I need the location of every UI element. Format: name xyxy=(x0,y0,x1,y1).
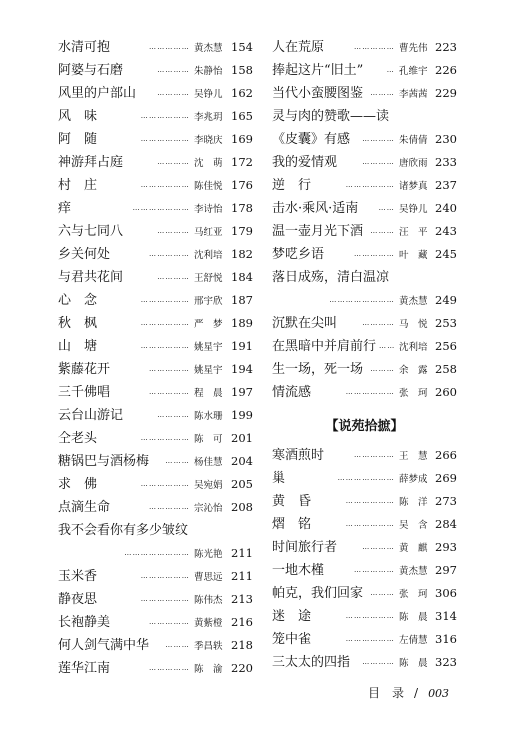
toc-entry xyxy=(272,174,457,197)
entry-title: 沉默在尖叫 xyxy=(272,316,338,331)
toc-left-column xyxy=(58,36,253,680)
entry-title: 阿婆与石磨 xyxy=(58,63,124,78)
toc-entry xyxy=(272,490,457,513)
toc-entry xyxy=(272,197,457,220)
entry-title: 风里的户部山 xyxy=(58,86,137,101)
toc-right-column xyxy=(272,36,457,674)
entry-page-number: 162 xyxy=(231,86,253,100)
entry-page-number: 178 xyxy=(231,201,253,215)
entry-page-number: 323 xyxy=(435,655,457,669)
entry-title: 云台山游记 xyxy=(58,408,124,423)
entry-title: 时间旅行者 xyxy=(272,540,338,555)
entry-title: 逆 行 xyxy=(272,178,312,193)
toc-entry xyxy=(58,381,253,404)
entry-title: 玉米香 xyxy=(58,569,98,584)
entry-author: 黄紫橙 xyxy=(194,618,223,629)
entry-leader-dots: …………… xyxy=(354,451,395,459)
entry-page-number: 284 xyxy=(435,517,457,531)
entry-title: 人在荒原 xyxy=(272,40,325,55)
entry-leader-dots: ………… xyxy=(362,135,395,143)
entry-leader-dots: ………………… xyxy=(337,474,395,482)
entry-leader-dots: ……………… xyxy=(140,181,190,189)
entry-title: 村 庄 xyxy=(58,178,98,193)
entry-author: 吴铮儿 xyxy=(399,204,428,215)
entry-page-number: 220 xyxy=(231,661,253,675)
entry-leader-dots: ……………… xyxy=(345,612,395,620)
entry-title: 梦呓乡语 xyxy=(272,247,325,262)
entry-author: 黄杰慧 xyxy=(399,566,428,577)
toc-entry xyxy=(58,358,253,381)
entry-leader-dots: ………… xyxy=(157,89,190,97)
entry-author: 陈佳悦 xyxy=(194,181,223,192)
toc-entry xyxy=(272,582,457,605)
entry-author: 叶 藏 xyxy=(399,250,428,261)
entry-page-number: 293 xyxy=(435,540,457,554)
entry-title: 紫藤花开 xyxy=(58,362,111,377)
entry-author: 姚星宇 xyxy=(194,365,223,376)
entry-leader-dots: …………… xyxy=(354,250,395,258)
entry-author: 黄杰慧 xyxy=(194,43,223,54)
entry-leader-dots: …………… xyxy=(149,503,190,511)
entry-leader-dots: ……………… xyxy=(345,388,395,396)
toc-entry xyxy=(58,657,253,680)
entry-author: 陈水珊 xyxy=(194,411,223,422)
toc-entry xyxy=(58,404,253,427)
entry-leader-dots: …………………… xyxy=(124,549,190,557)
entry-page-number: 169 xyxy=(231,132,253,146)
entry-title: 情流感 xyxy=(272,385,312,400)
entry-title: 我的爱情观 xyxy=(272,155,338,170)
entry-page-number: 176 xyxy=(231,178,253,192)
entry-author: 严 梦 xyxy=(194,319,223,330)
entry-title: 三千佛唱 xyxy=(58,385,111,400)
entry-page-number: 306 xyxy=(435,586,457,600)
entry-page-number: 165 xyxy=(231,109,253,123)
entry-leader-dots: …………………… xyxy=(329,296,395,304)
toc-entry xyxy=(272,312,457,335)
toc-entry xyxy=(58,289,253,312)
entry-author: 吴铮儿 xyxy=(194,89,223,100)
entry-page-number: 229 xyxy=(435,86,457,100)
entry-author: 陈 晨 xyxy=(399,658,428,669)
entry-page-number: 245 xyxy=(435,247,457,261)
entry-title: 《皮囊》有感 xyxy=(272,132,351,147)
entry-page-number: 223 xyxy=(435,40,457,54)
entry-title: 笼中雀 xyxy=(272,632,312,647)
entry-author: 陈 晨 xyxy=(399,612,428,623)
entry-title: 莲华江南 xyxy=(58,661,111,676)
entry-title: 一地木槿 xyxy=(272,563,325,578)
entry-leader-dots: ……………… xyxy=(345,497,395,505)
entry-title: 长袍静美 xyxy=(58,615,111,630)
entry-author: 季昌轶 xyxy=(194,641,223,652)
entry-title: 落日成殇，清白温凉 xyxy=(272,270,390,285)
entry-leader-dots: ………… xyxy=(157,411,190,419)
toc-entry xyxy=(272,467,457,490)
entry-author: 陈 可 xyxy=(194,434,223,445)
entry-leader-dots: ……………… xyxy=(140,112,190,120)
toc-entry xyxy=(58,427,253,450)
entry-leader-dots: ……………… xyxy=(140,135,190,143)
entry-page-number: 218 xyxy=(231,638,253,652)
toc-entry xyxy=(58,105,253,128)
entry-leader-dots: ………… xyxy=(362,158,395,166)
section-heading: 【说苑拾摭】 xyxy=(325,419,404,434)
entry-page-number: 260 xyxy=(435,385,457,399)
entry-title: 巢 xyxy=(272,471,286,486)
toc-entry xyxy=(272,381,457,404)
entry-title: 捧起这片“旧土” xyxy=(272,63,364,78)
entry-author: 王 慧 xyxy=(399,451,428,462)
entry-page-number: 253 xyxy=(435,316,457,330)
entry-page-number: 243 xyxy=(435,224,457,238)
entry-page-number: 191 xyxy=(231,339,253,353)
entry-author: 杨佳慧 xyxy=(194,457,223,468)
entry-page-number: 256 xyxy=(435,339,457,353)
entry-leader-dots: ………… xyxy=(157,273,190,281)
entry-page-number: 297 xyxy=(435,563,457,577)
entry-author: 马 悦 xyxy=(399,319,428,330)
entry-author: 陈 洋 xyxy=(399,497,428,508)
entry-leader-dots: ………… xyxy=(157,66,190,74)
entry-leader-dots: …………… xyxy=(354,43,395,51)
entry-author: 黄杰慧 xyxy=(399,296,428,307)
entry-leader-dots: …………… xyxy=(149,250,190,258)
entry-page-number: 273 xyxy=(435,494,457,508)
toc-entry xyxy=(272,151,457,174)
footer-label: 目 录 xyxy=(368,686,405,700)
entry-author: 黄 麒 xyxy=(399,543,428,554)
toc-entry xyxy=(272,358,457,381)
entry-page-number: 194 xyxy=(231,362,253,376)
entry-title: 求 佛 xyxy=(58,477,98,492)
entry-author: 陈光艳 xyxy=(194,549,223,560)
toc-entry xyxy=(58,335,253,358)
entry-page-number: 201 xyxy=(231,431,253,445)
entry-title: 黄 昏 xyxy=(272,494,312,509)
entry-author: 朱倩倩 xyxy=(399,135,428,146)
entry-leader-dots: ……………… xyxy=(140,595,190,603)
entry-title: 糖锅巴与酒杨梅 xyxy=(58,454,150,469)
entry-title: 迷 途 xyxy=(272,609,312,624)
entry-title: 与君共花间 xyxy=(58,270,124,285)
entry-title: 风 味 xyxy=(58,109,98,124)
entry-page-number: 216 xyxy=(231,615,253,629)
entry-title: 击水·乘风·适南 xyxy=(272,201,359,216)
entry-page-number: 249 xyxy=(435,293,457,307)
toc-entry xyxy=(58,197,253,220)
entry-title: 水清可抱 xyxy=(58,40,111,55)
entry-page-number: 226 xyxy=(435,63,457,77)
entry-leader-dots: ……………… xyxy=(140,572,190,580)
entry-author: 张 珂 xyxy=(399,589,428,600)
entry-page-number: 154 xyxy=(231,40,253,54)
entry-author: 陈伟杰 xyxy=(194,595,223,606)
entry-title: 点滴生命 xyxy=(58,500,111,515)
entry-author: 程 晨 xyxy=(194,388,223,399)
entry-title: 神游拜占庭 xyxy=(58,155,124,170)
entry-title: 山 塘 xyxy=(58,339,98,354)
entry-page-number: 205 xyxy=(231,477,253,491)
entry-title: 仝老头 xyxy=(58,431,98,446)
entry-page-number: 184 xyxy=(231,270,253,284)
toc-entry xyxy=(58,82,253,105)
page-footer xyxy=(368,684,449,701)
entry-author: 李晓庆 xyxy=(194,135,223,146)
entry-author: 吴 含 xyxy=(399,520,428,531)
entry-title: 温一壶月光下酒 xyxy=(272,224,364,239)
entry-title: 三太太的四指 xyxy=(272,655,351,670)
toc-entry xyxy=(58,151,253,174)
entry-author: 沈 萌 xyxy=(194,158,223,169)
entry-title: 我不会看你有多少皱纹 xyxy=(58,523,189,538)
entry-title: 心 念 xyxy=(58,293,98,308)
footer-page-number: 003 xyxy=(428,687,450,700)
entry-leader-dots: ………… xyxy=(157,158,190,166)
entry-author: 孔维宇 xyxy=(399,66,428,77)
entry-author: 沈利培 xyxy=(399,342,428,353)
entry-leader-dots: …………… xyxy=(149,388,190,396)
entry-author: 左倩慧 xyxy=(399,635,428,646)
entry-leader-dots: ……… xyxy=(165,641,190,649)
entry-leader-dots: ……………… xyxy=(345,635,395,643)
entry-page-number: 230 xyxy=(435,132,457,146)
toc-entry xyxy=(58,519,253,542)
entry-author: 李诗怡 xyxy=(194,204,223,215)
entry-author: 沈利培 xyxy=(194,250,223,261)
entry-author: 吴宛娟 xyxy=(194,480,223,491)
entry-author: 汪 平 xyxy=(399,227,428,238)
entry-title: 生一场，死一场 xyxy=(272,362,364,377)
entry-leader-dots: …………… xyxy=(149,365,190,373)
footer-slash: / xyxy=(414,686,419,700)
toc-entry xyxy=(272,628,457,651)
entry-leader-dots: …………… xyxy=(149,43,190,51)
entry-title: 痒 xyxy=(58,201,72,216)
entry-page-number: 237 xyxy=(435,178,457,192)
entry-author: 曹思远 xyxy=(194,572,223,583)
entry-title: 乡关何处 xyxy=(58,247,111,262)
toc-entry xyxy=(272,36,457,59)
toc-entry xyxy=(58,588,253,611)
entry-leader-dots: … xyxy=(386,66,395,74)
toc-entry xyxy=(58,473,253,496)
entry-leader-dots: ………………… xyxy=(132,204,190,212)
toc-entry xyxy=(272,513,457,536)
entry-author: 唐欣雨 xyxy=(399,158,428,169)
entry-page-number: 172 xyxy=(231,155,253,169)
entry-author: 张 珂 xyxy=(399,388,428,399)
toc-entry xyxy=(272,128,457,151)
entry-leader-dots: ……… xyxy=(370,227,395,235)
toc-entry xyxy=(58,634,253,657)
entry-leader-dots: ……… xyxy=(370,589,395,597)
entry-leader-dots: ……… xyxy=(165,457,190,465)
entry-page-number: 258 xyxy=(435,362,457,376)
toc-entry xyxy=(58,128,253,151)
toc-entry xyxy=(272,266,457,289)
entry-title: 当代小蛮腰图鉴 xyxy=(272,86,364,101)
toc-entry xyxy=(58,36,253,59)
entry-page-number: 266 xyxy=(435,448,457,462)
entry-page-number: 179 xyxy=(231,224,253,238)
entry-page-number: 197 xyxy=(231,385,253,399)
toc-entry xyxy=(272,105,457,128)
entry-page-number: 182 xyxy=(231,247,253,261)
toc-entry xyxy=(272,243,457,266)
toc-entry xyxy=(58,312,253,335)
toc-entry xyxy=(58,266,253,289)
toc-entry xyxy=(272,82,457,105)
entry-author: 邢宇欣 xyxy=(194,296,223,307)
entry-author: 姚星宇 xyxy=(194,342,223,353)
toc-entry xyxy=(58,496,253,519)
entry-author: 薛梦成 xyxy=(399,474,428,485)
toc-entry xyxy=(58,59,253,82)
entry-page-number: 213 xyxy=(231,592,253,606)
toc-entry xyxy=(58,565,253,588)
entry-leader-dots: ……………… xyxy=(140,434,190,442)
toc-entry xyxy=(272,335,457,358)
entry-title: 六与七同八 xyxy=(58,224,124,239)
toc-entry xyxy=(58,450,253,473)
entry-leader-dots: ……………… xyxy=(345,181,395,189)
toc-entry xyxy=(272,651,457,674)
toc-entry xyxy=(272,536,457,559)
entry-page-number: 158 xyxy=(231,63,253,77)
entry-page-number: 233 xyxy=(435,155,457,169)
entry-author: 朱静怡 xyxy=(194,66,223,77)
entry-author: 李兆玥 xyxy=(194,112,223,123)
toc-entry xyxy=(58,243,253,266)
entry-leader-dots: ……… xyxy=(370,365,395,373)
entry-page-number: 314 xyxy=(435,609,457,623)
toc-entry xyxy=(272,220,457,243)
entry-leader-dots: ………… xyxy=(362,658,395,666)
entry-leader-dots: ……… xyxy=(370,89,395,97)
toc-entry xyxy=(272,444,457,467)
entry-page-number: 240 xyxy=(435,201,457,215)
toc-entry xyxy=(272,59,457,82)
entry-title: 帕克，我们回家 xyxy=(272,586,364,601)
entry-title: 阿 随 xyxy=(58,132,98,147)
entry-author: 曹先伟 xyxy=(399,43,428,54)
entry-author: 陈 渝 xyxy=(194,664,223,675)
entry-leader-dots: ……………… xyxy=(345,520,395,528)
entry-page-number: 204 xyxy=(231,454,253,468)
entry-leader-dots: ………… xyxy=(157,227,190,235)
entry-page-number: 199 xyxy=(231,408,253,422)
entry-leader-dots: ……………… xyxy=(140,319,190,327)
toc-entry xyxy=(272,605,457,628)
entry-title: 寒酒煎时 xyxy=(272,448,325,463)
entry-page-number: 211 xyxy=(231,546,253,560)
entry-page-number: 187 xyxy=(231,293,253,307)
entry-page-number: 316 xyxy=(435,632,457,646)
entry-leader-dots: ……………… xyxy=(140,480,190,488)
entry-author: 余 露 xyxy=(399,365,428,376)
toc-entry xyxy=(58,174,253,197)
entry-leader-dots: …………… xyxy=(149,664,190,672)
entry-title: 灵与肉的赞歌——读 xyxy=(272,109,390,124)
entry-author: 马红亚 xyxy=(194,227,223,238)
toc-entry xyxy=(58,542,253,565)
entry-author: 王舒悦 xyxy=(194,273,223,284)
entry-leader-dots: ……………… xyxy=(140,296,190,304)
entry-leader-dots: …………… xyxy=(149,618,190,626)
toc-entry xyxy=(272,289,457,312)
toc-entry xyxy=(58,220,253,243)
entry-leader-dots: …… xyxy=(379,342,395,350)
entry-title: 何人剑气满中华 xyxy=(58,638,150,653)
entry-leader-dots: ………… xyxy=(362,319,395,327)
entry-leader-dots: …… xyxy=(378,204,395,212)
entry-title: 秋 枫 xyxy=(58,316,98,331)
entry-title: 熠 铭 xyxy=(272,517,312,532)
toc-entry xyxy=(58,611,253,634)
entry-leader-dots: …………… xyxy=(354,566,395,574)
entry-leader-dots: ……………… xyxy=(140,342,190,350)
entry-page-number: 189 xyxy=(231,316,253,330)
toc-entry xyxy=(272,559,457,582)
entry-page-number: 269 xyxy=(435,471,457,485)
entry-leader-dots: ………… xyxy=(362,543,395,551)
entry-title: 在黑暗中并肩前行 xyxy=(272,339,377,354)
entry-author: 诸梦真 xyxy=(399,181,428,192)
entry-author: 李茜茜 xyxy=(399,89,428,100)
entry-title: 静夜思 xyxy=(58,592,98,607)
entry-page-number: 208 xyxy=(231,500,253,514)
entry-author: 宗沁怡 xyxy=(194,503,223,514)
entry-page-number: 211 xyxy=(231,569,253,583)
